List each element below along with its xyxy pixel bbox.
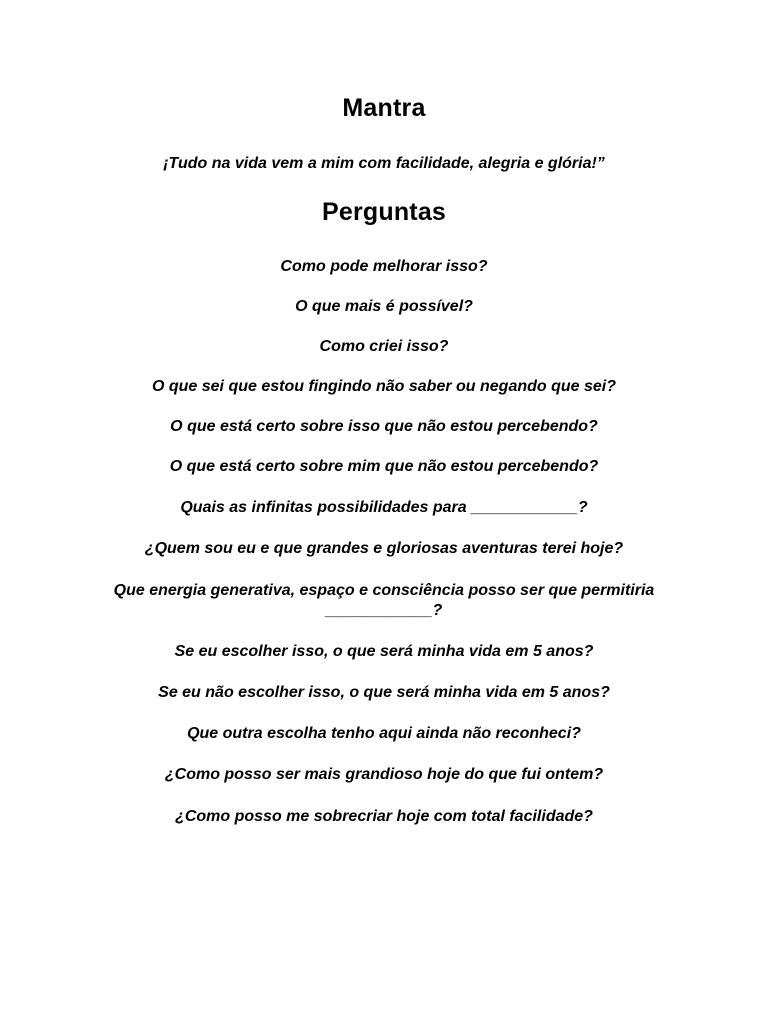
question-line: O que está certo sobre isso que não estou percebendo?: [170, 418, 598, 435]
question-line: O que sei que estou fingindo não saber ou negando que sei?: [151, 378, 617, 395]
question-line: Que energia generativa, espaço e consciência posso ser que permitiria: [113, 582, 655, 599]
question-line: Quais as infinitas possibilidades para ____________?: [180, 499, 588, 516]
question-line: ¿Como posso me sobrecriar hoje com total facilidade?: [175, 808, 593, 825]
questions-title: Perguntas: [321, 198, 447, 226]
question-line: Se eu escolher isso, o que será minha vida em 5 anos?: [174, 643, 594, 660]
question-line: ¿Como posso ser mais grandioso hoje do que fui ontem?: [164, 766, 604, 783]
question-line: O que está certo sobre mim que não estou percebendo?: [169, 458, 599, 475]
question-line-continuation: ____________?: [325, 602, 443, 619]
question-line: Como criei isso?: [319, 338, 449, 355]
question-line: O que mais é possível?: [295, 298, 473, 315]
question-line: Que outra escolha tenho aqui ainda não reconheci?: [187, 725, 581, 742]
mantra-title: Mantra: [342, 94, 426, 122]
mantra-text: ¡Tudo na vida vem a mim com facilidade, alegria e glória!”: [163, 155, 605, 172]
question-line: Se eu não escolher isso, o que será minha vida em 5 anos?: [158, 684, 610, 701]
question-line: ¿Quem sou eu e que grandes e gloriosas aventuras terei hoje?: [144, 540, 624, 557]
question-line: Como pode melhorar isso?: [280, 258, 488, 275]
